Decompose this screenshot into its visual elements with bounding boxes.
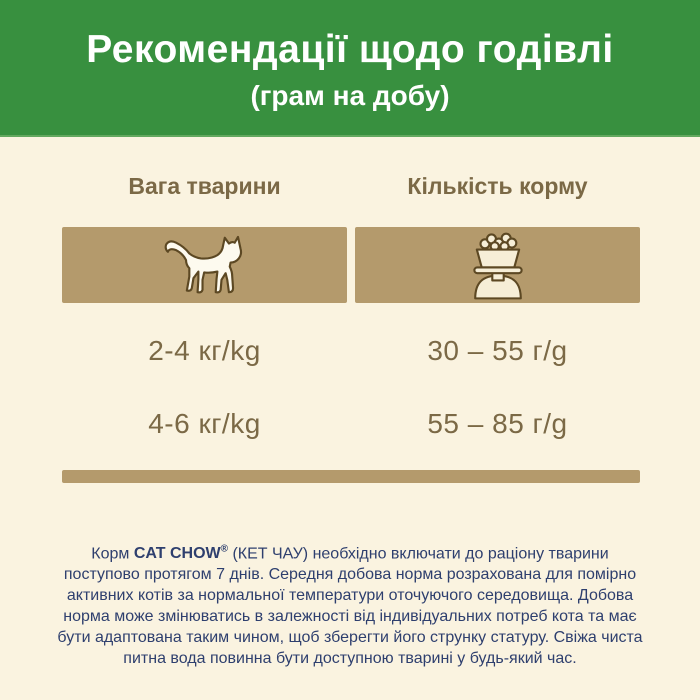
food-value-1: 30 – 55 г/g bbox=[427, 335, 568, 366]
feeding-note bbox=[54, 539, 646, 669]
header-banner bbox=[0, 0, 700, 137]
page-title: Рекомендації щодо годівлі bbox=[86, 28, 614, 71]
cat-icon bbox=[158, 232, 252, 298]
registered-mark: ® bbox=[220, 544, 229, 555]
weight-icon-panel bbox=[62, 227, 347, 303]
page-subtitle: (грам на добу) bbox=[250, 80, 450, 111]
brand-name: CAT CHOW® bbox=[133, 544, 229, 563]
icon-band bbox=[62, 227, 640, 303]
weight-value-1: 2-4 кг/kg bbox=[148, 335, 261, 366]
food-bowl-scale-icon bbox=[465, 230, 531, 300]
column-header-weight: Вага тварини bbox=[128, 173, 281, 199]
column-header-food: Кількість корму bbox=[407, 173, 588, 199]
note-body: (КЕТ ЧАУ) необхідно включати до раціону тварини поступово протягом 7 днів. Середня добова норма розрахована для помірно активних котів за нормальної температури оточуючого середовища. Добова норма може змінюватись в залежності від індивідуальних потреб кота та має бути адаптована таким чином, щоб зберегти його струнку статуру. Свіжа чиста питна вода повинна бути доступною тварині у будь-який час. bbox=[57, 545, 643, 668]
note-prefix: Корм bbox=[91, 545, 134, 563]
food-value-2: 55 – 85 г/g bbox=[427, 408, 568, 439]
table-row bbox=[62, 404, 640, 444]
column-headers bbox=[62, 170, 640, 202]
weight-value-2: 4-6 кг/kg bbox=[148, 408, 261, 439]
table-row bbox=[62, 331, 640, 371]
divider-bar bbox=[62, 470, 640, 483]
food-icon-panel bbox=[355, 227, 640, 303]
